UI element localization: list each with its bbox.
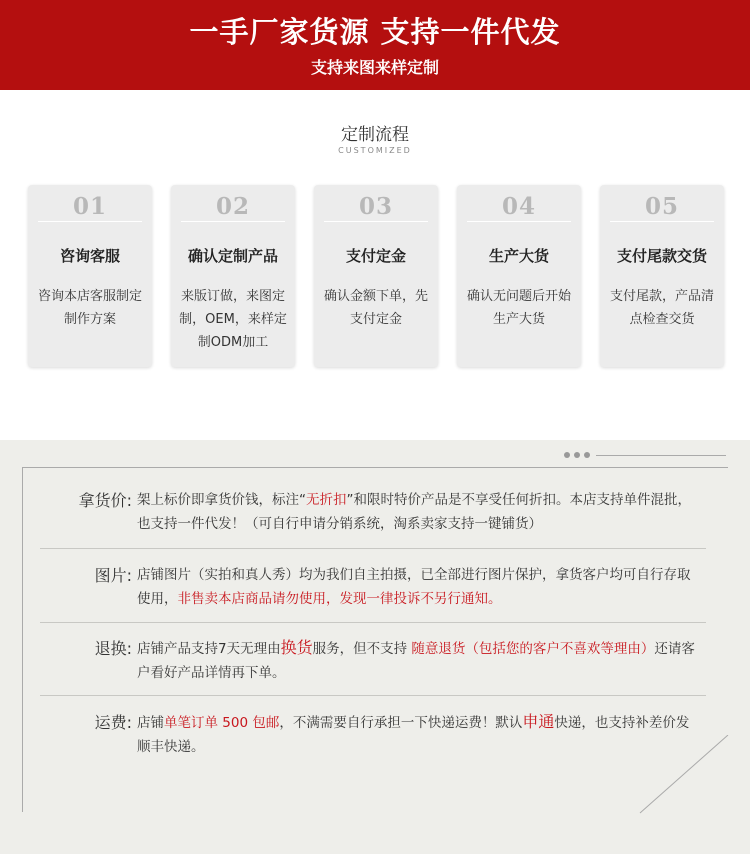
decorative-dots: [562, 450, 592, 460]
returns-label: 退换:: [94, 639, 132, 658]
step-description: 咨询本店客服制定制作方案: [37, 289, 142, 327]
header-banner: [0, 0, 750, 90]
step-divider: [38, 221, 142, 222]
step-card-5: [600, 185, 724, 367]
dot-icon: [584, 452, 590, 458]
step-divider: [324, 221, 428, 222]
no-return-highlight: 随意退货（包括您的客户不喜欢等理由）: [411, 641, 655, 657]
step-title: 确认定制产品: [187, 247, 278, 265]
step-divider: [181, 221, 285, 222]
returns-text: 店铺产品支持7天无理由换货服务，但不支持 随意退货（包括您的客户不喜欢等理由）还请客户看好产品详情再下单。: [137, 638, 695, 681]
step-divider: [467, 221, 571, 222]
row-divider: [40, 622, 706, 623]
process-subtitle: CUSTOMIZED: [338, 146, 412, 155]
step-description: 来版订做，来图定制，OEM，来样定制ODM加工: [179, 289, 287, 350]
shipping-text: 店铺单笔订单 500 包邮，不满需要自行承担一下快递运费！默认申通快递，也支持补差价发顺丰快递。: [137, 712, 690, 755]
step-number: 02: [215, 193, 250, 220]
step-divider: [610, 221, 714, 222]
decorative-line: [596, 455, 726, 456]
price-label: 拿货价:: [78, 491, 132, 510]
step-card-4: [457, 185, 581, 367]
step-title: 咨询客服: [59, 247, 120, 265]
step-description: 支付尾款，产品清点检查交货: [609, 289, 714, 327]
step-title: 支付尾款交货: [616, 247, 707, 265]
step-title: 生产大货: [488, 247, 549, 265]
step-description: 确认金额下单，先支付定金: [323, 289, 428, 327]
process-title: 定制流程: [341, 125, 409, 145]
step-number: 05: [644, 193, 679, 220]
step-card-2: [171, 185, 295, 367]
free-shipping-highlight: 单笔订单 500 包邮: [164, 715, 280, 731]
row-divider: [40, 695, 706, 696]
usage-warning-highlight: 非售卖本店商品请勿使用，发现一律投诉不另行通知。: [177, 591, 502, 607]
row-divider: [40, 548, 706, 549]
no-discount-highlight: 无折扣: [306, 492, 347, 508]
step-card-1: [28, 185, 152, 367]
step-number: 01: [72, 193, 107, 220]
step-card-3: [314, 185, 438, 367]
step-title: 支付定金: [345, 247, 406, 265]
courier-highlight: 申通: [522, 712, 555, 731]
dot-icon: [574, 452, 580, 458]
step-description: 确认无问题后开始生产大货: [466, 289, 571, 327]
banner-subtitle: 支持来图来样定制: [310, 58, 439, 77]
price-text: 架上标价即拿货价钱，标注“无折扣”和限时特价产品是不享受任何折扣。本店支持单件混批，也支持一件代发！（可自行申请分销系统，淘系卖家支持一键铺货）: [137, 492, 691, 532]
shipping-label: 运费:: [94, 713, 132, 732]
images-label: 图片:: [94, 566, 132, 585]
exchange-highlight: 换货: [280, 638, 313, 657]
step-number: 04: [501, 193, 536, 220]
banner-title: 一手厂家货源 支持一件代发: [189, 15, 561, 49]
images-text: 店铺图片（实拍和真人秀）均为我们自主拍摄，已全部进行图片保护，拿货客户均可自行存取使用，非售卖本店商品请勿使用，发现一律投诉不另行通知。: [137, 567, 691, 607]
dot-icon: [564, 452, 570, 458]
step-number: 03: [358, 193, 393, 220]
